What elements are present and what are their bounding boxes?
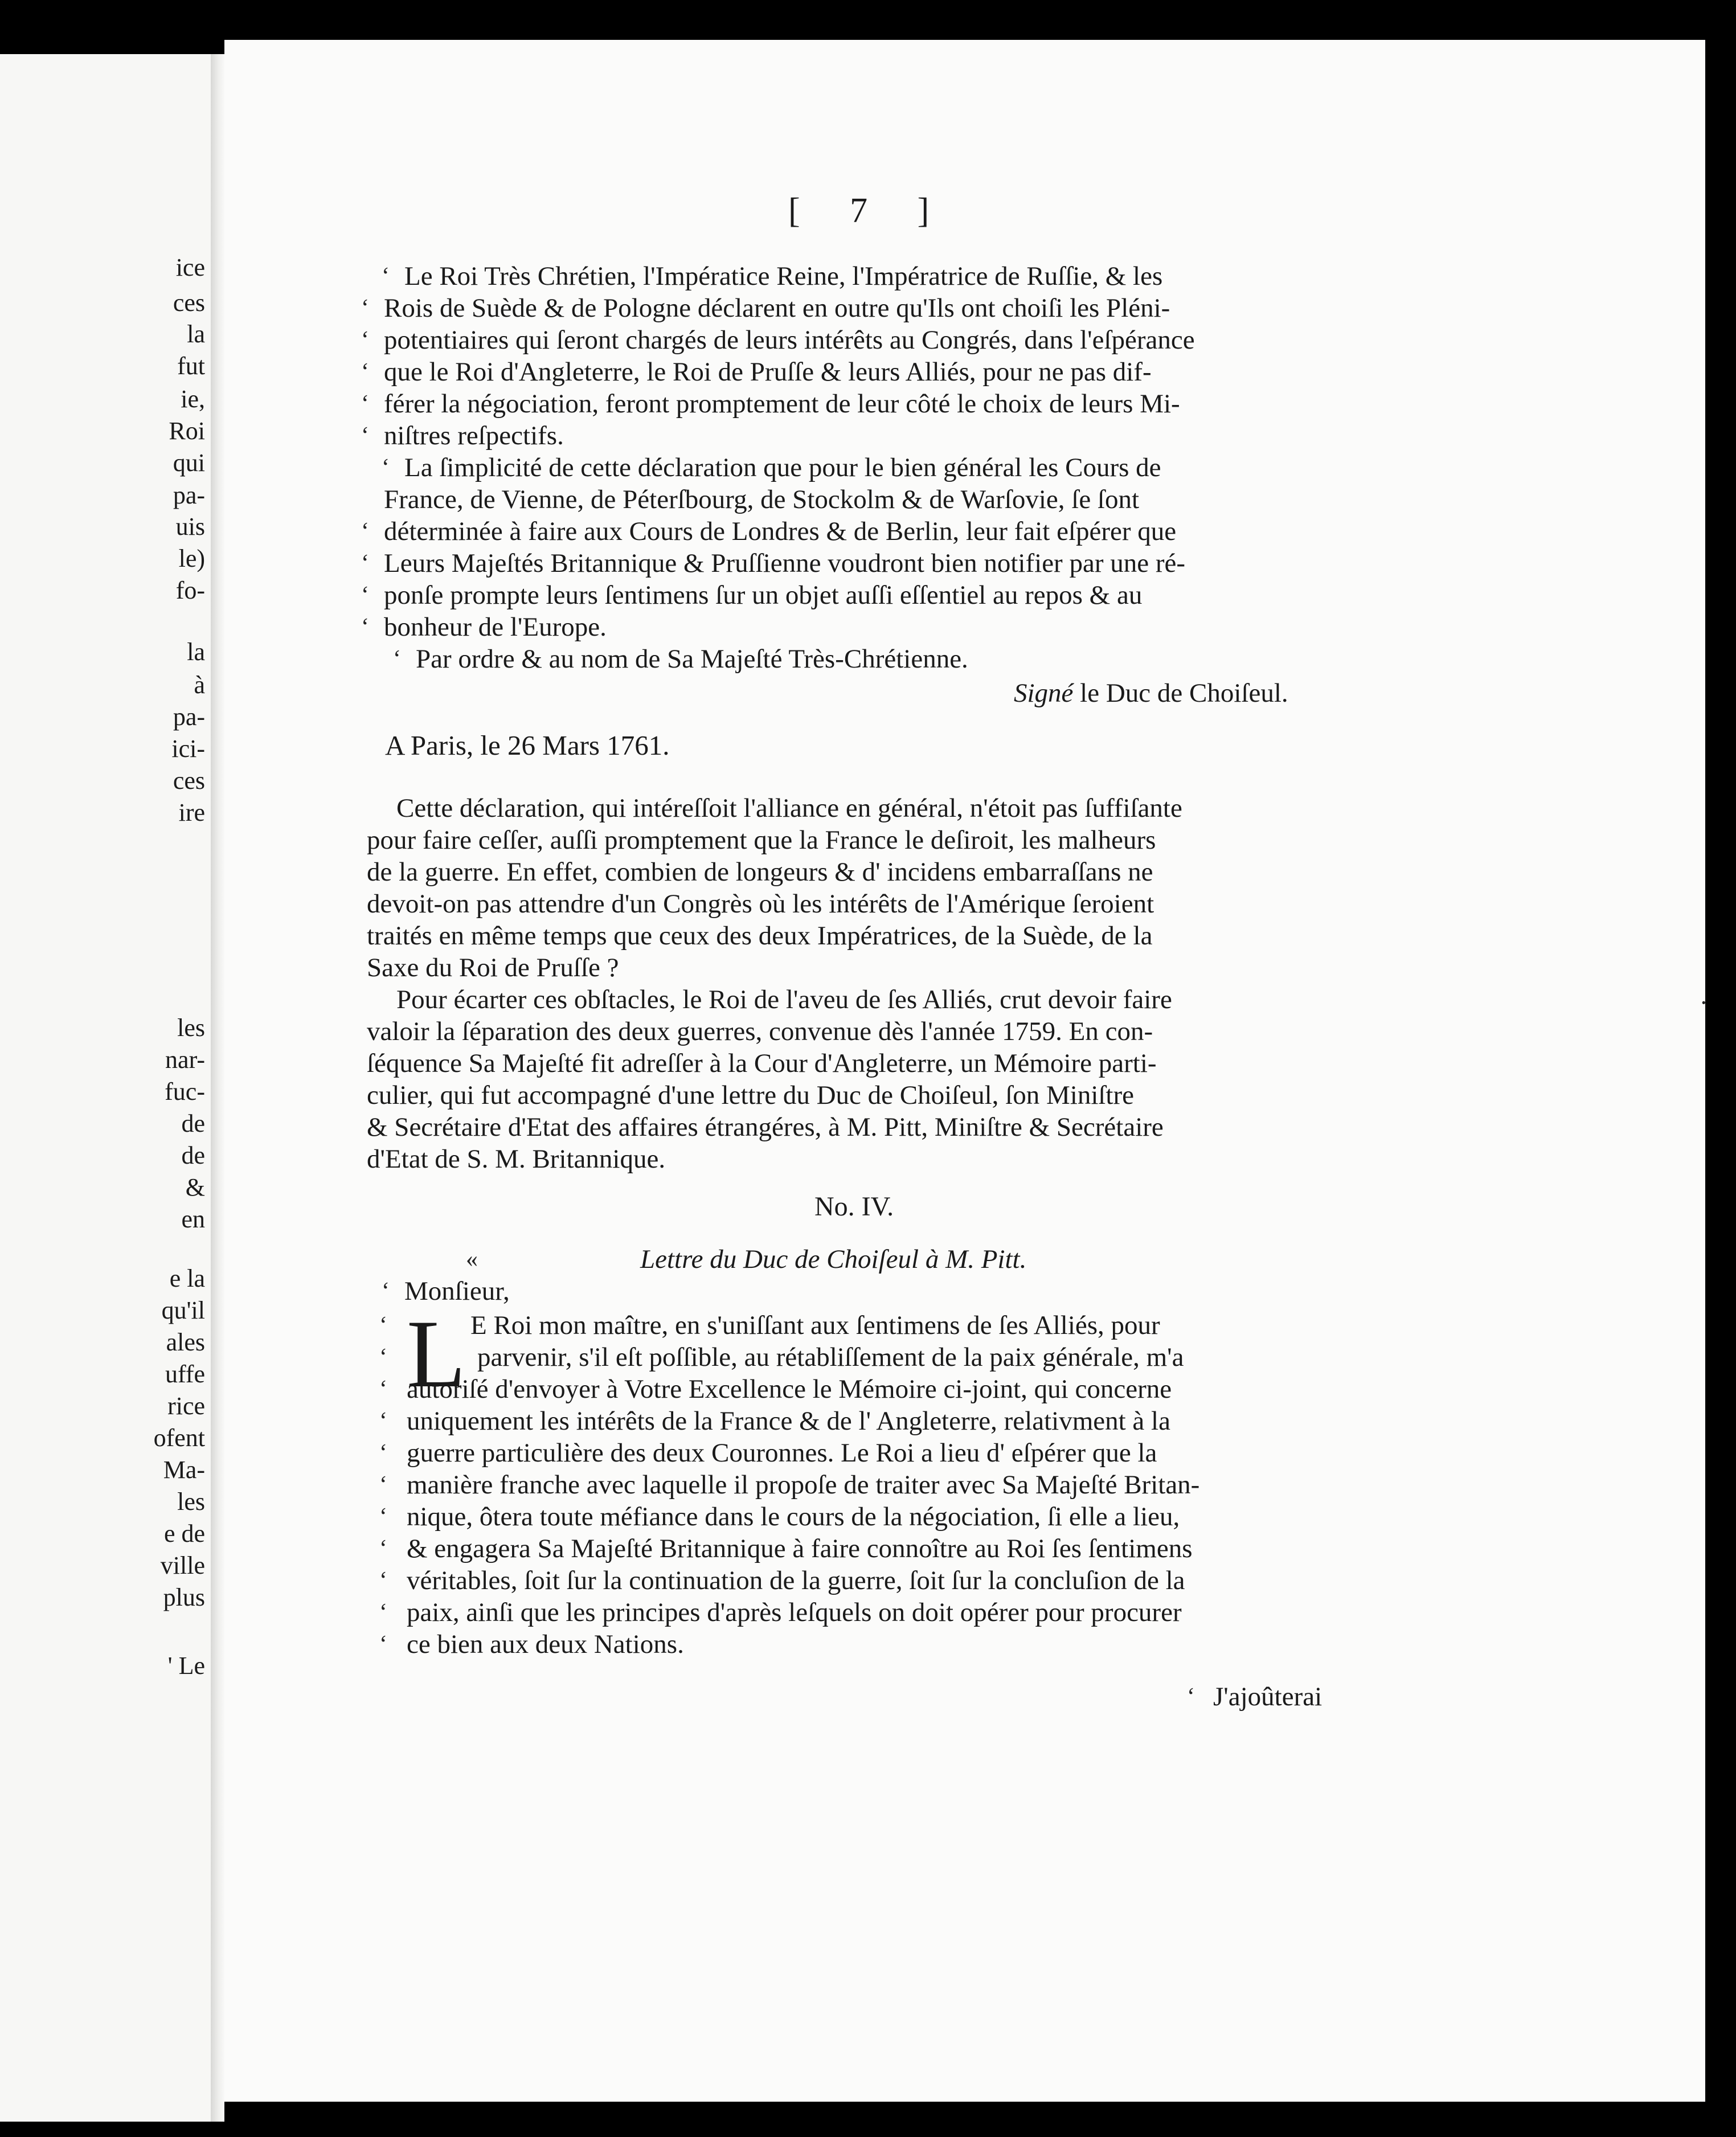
paragraph-line: Le Roi Très Chrétien, l'Impératice Reine, l'Impératrice de Ruſſie, & les	[404, 261, 1163, 291]
letter-line: manière franche avec laquelle il propoſe de traiter avec Sa Majeſté Britan-	[407, 1470, 1200, 1500]
letter-title: Lettre du Duc de Choiſeul à M. Pitt.	[640, 1244, 1027, 1274]
quote-mark: ‘	[361, 359, 369, 385]
quote-mark: ‘	[382, 455, 390, 481]
quote-mark: ‘	[1187, 1684, 1195, 1710]
left-fragment: qu'il	[161, 1296, 205, 1324]
left-fragment: ' Le	[167, 1652, 205, 1680]
left-fragment: ales	[166, 1328, 205, 1356]
paragraph-line: Leurs Majeſtés Britannique & Pruſſienne voudront bien notifier par une ré-	[384, 548, 1185, 578]
left-fragment: fuc-	[165, 1078, 205, 1106]
left-fragment: uffe	[165, 1360, 205, 1388]
order-line: Par ordre & au nom de Sa Majeſté Très-Chrétienne.	[416, 644, 968, 674]
left-fragment: ces	[173, 767, 205, 795]
left-fragment: pa-	[173, 481, 205, 509]
paragraph-line: déterminée à faire aux Cours de Londres & de Berlin, leur fait eſpérer que	[384, 517, 1177, 546]
left-fragment: pa-	[173, 703, 205, 731]
paragraph-line: ſéquence Sa Majeſté fit adreſſer à la Cour d'Angleterre, un Mémoire parti-	[367, 1049, 1157, 1078]
left-fragment: la	[187, 320, 205, 348]
left-fragment: rice	[167, 1392, 205, 1420]
paragraph-line: valoir la ſéparation des deux guerres, convenue dès l'année 1759. En con-	[367, 1017, 1153, 1046]
quote-mark: ‘	[379, 1599, 387, 1626]
paragraph-line: & Secrétaire d'Etat des affaires étrangéres, à M. Pitt, Miniſtre & Secrétaire	[367, 1112, 1164, 1142]
left-fragment: Roi	[169, 417, 205, 445]
left-fragment: ice	[175, 253, 205, 281]
paragraph-line: Cette déclaration, qui intéreſſoit l'alliance en général, n'étoit pas ſuffiſante	[396, 793, 1182, 823]
left-fragment: &	[185, 1173, 205, 1201]
left-fragment: ie,	[181, 385, 205, 413]
left-fragment: plus	[163, 1583, 205, 1611]
left-fragment: le)	[178, 545, 205, 572]
signature-signe: Signé	[1014, 678, 1074, 708]
quote-mark: «	[466, 1246, 478, 1272]
paragraph-line: Saxe du Roi de Pruſſe ?	[367, 953, 619, 982]
quote-mark: ‘	[379, 1440, 387, 1466]
section-number: No. IV.	[814, 1192, 894, 1222]
left-fragment: fo-	[175, 576, 205, 604]
left-fragment: fut	[177, 352, 205, 380]
quote-mark: ‘	[379, 1567, 387, 1594]
quote-mark: ‘	[361, 295, 369, 321]
date-line: A Paris, le 26 Mars 1761.	[385, 730, 670, 761]
page-number: [ 7 ]	[788, 191, 950, 230]
left-fragment: nar-	[165, 1046, 205, 1074]
quote-mark: ‘	[361, 518, 369, 545]
quote-mark: ‘	[379, 1536, 387, 1562]
left-fragment: ville	[160, 1551, 205, 1579]
quote-mark: ‘	[379, 1504, 387, 1530]
quote-mark: ‘	[379, 1344, 387, 1370]
paragraph-line: bonheur de l'Europe.	[384, 612, 607, 642]
letter-line: ce bien aux deux Nations.	[407, 1630, 684, 1659]
left-fragment: ici-	[171, 735, 205, 763]
signature-name: le Duc de Choiſeul.	[1080, 678, 1288, 708]
left-fragment: Ma-	[163, 1456, 205, 1484]
paragraph-line: d'Etat de S. M. Britannique.	[367, 1144, 666, 1174]
quote-mark: ‘	[361, 423, 369, 449]
paragraph-line: pour faire ceſſer, auſſi promptement que la France le deſiroit, les malheurs	[367, 825, 1156, 855]
paragraph-line: La ſimplicité de cette déclaration que pour le bien général les Cours de	[404, 453, 1161, 482]
letter-line: E Roi mon maître, en s'uniſſant aux ſentimens de ſes Alliés, pour	[470, 1311, 1160, 1340]
quote-mark: ‘	[379, 1376, 387, 1402]
quote-mark: ‘	[382, 263, 390, 289]
quote-mark: ‘	[379, 1312, 387, 1338]
left-fragment: la	[187, 638, 205, 666]
signature	[1014, 677, 1288, 710]
left-fragment: à	[194, 671, 205, 699]
quote-mark: ‘	[361, 391, 369, 417]
quote-mark: ‘	[361, 550, 369, 576]
paragraph-line: férer la négociation, feront promptement de leur côté le choix de leurs Mi-	[384, 389, 1180, 419]
left-fragment: les	[177, 1488, 205, 1516]
book-gutter	[211, 54, 224, 2122]
left-fragment: ofent	[153, 1424, 205, 1452]
quote-mark: ‘	[379, 1631, 387, 1657]
left-fragment: de	[181, 1141, 205, 1169]
left-fragment: ire	[178, 799, 205, 826]
letter-line: nique, ôtera toute méfiance dans le cours de la négociation, ſi elle a lieu,	[407, 1502, 1180, 1532]
paragraph-line: Rois de Suède & de Pologne déclarent en outre qu'Ils ont choiſi les Pléni-	[384, 293, 1170, 323]
left-fragment: e la	[169, 1264, 205, 1292]
letter-line: paix, ainſi que les principes d'après leſquels on doit opérer pour procurer	[407, 1598, 1182, 1627]
salutation: Monſieur,	[404, 1276, 510, 1306]
margin-mark: ·	[1700, 989, 1708, 1017]
left-fragment: de	[181, 1110, 205, 1137]
left-fragment: uis	[175, 513, 205, 541]
catchword: J'ajoûterai	[1213, 1682, 1323, 1712]
paragraph-line: ponſe prompte leurs ſentimens ſur un objet auſſi eſſentiel au repos & au	[384, 580, 1143, 610]
quote-mark: ‘	[361, 582, 369, 608]
letter-line: uniquement les intérêts de la France & de l' Angleterre, relativment à la	[407, 1406, 1170, 1436]
quote-mark: ‘	[361, 614, 369, 640]
letter-line: parvenir, s'il eſt poſſible, au rétabliſſement de la paix générale, m'a	[477, 1342, 1184, 1372]
letter-line: autoriſé d'envoyer à Votre Excellence le Mémoire ci-joint, qui concerne	[407, 1374, 1172, 1404]
paragraph-line: potentiaires qui ſeront chargés de leurs intérêts au Congrés, dans l'eſpérance	[384, 325, 1195, 355]
paragraph-line: niſtres reſpectifs.	[384, 421, 564, 451]
paragraph-line: France, de Vienne, de Péterſbourg, de Stockolm & de Warſovie, ſe ſont	[384, 485, 1140, 514]
left-fragment: en	[181, 1205, 205, 1233]
drop-cap: L	[407, 1300, 466, 1407]
quote-mark: ‘	[379, 1408, 387, 1434]
left-fragment: ces	[173, 289, 205, 317]
left-fragment: les	[177, 1014, 205, 1042]
left-facing-page	[0, 54, 211, 2122]
paragraph-line: que le Roi d'Angleterre, le Roi de Pruſſe & leurs Alliés, pour ne pas dif-	[384, 357, 1152, 387]
quote-mark: ‘	[393, 646, 401, 672]
letter-line: guerre particulière des deux Couronnes. Le Roi a lieu d' eſpérer que la	[407, 1438, 1157, 1468]
letter-line: véritables, ſoit ſur la continuation de la guerre, ſoit ſur la concluſion de la	[407, 1566, 1185, 1595]
paragraph-line: de la guerre. En effet, combien de longeurs & d' incidens embarraſſans ne	[367, 857, 1153, 887]
quote-mark: ‘	[379, 1472, 387, 1498]
left-fragment: qui	[173, 449, 205, 477]
left-fragment: e de	[163, 1520, 205, 1548]
paragraph-line: traités en même temps que ceux des deux Impératrices, de la Suède, de la	[367, 921, 1153, 951]
paragraph-line: Pour écarter ces obſtacles, le Roi de l'aveu de ſes Alliés, crut devoir faire	[396, 985, 1172, 1014]
letter-line: & engagera Sa Majeſté Britannique à faire connoître au Roi ſes ſentimens	[407, 1534, 1193, 1563]
right-page	[224, 40, 1708, 2102]
paragraph-line: devoit-on pas attendre d'un Congrès où les intérêts de l'Amérique ſeroient	[367, 889, 1154, 919]
paragraph-line: culier, qui fut accompagné d'une lettre du Duc de Choiſeul, ſon Miniſtre	[367, 1080, 1135, 1110]
quote-mark: ‘	[382, 1278, 390, 1304]
quote-mark: ‘	[361, 327, 369, 353]
